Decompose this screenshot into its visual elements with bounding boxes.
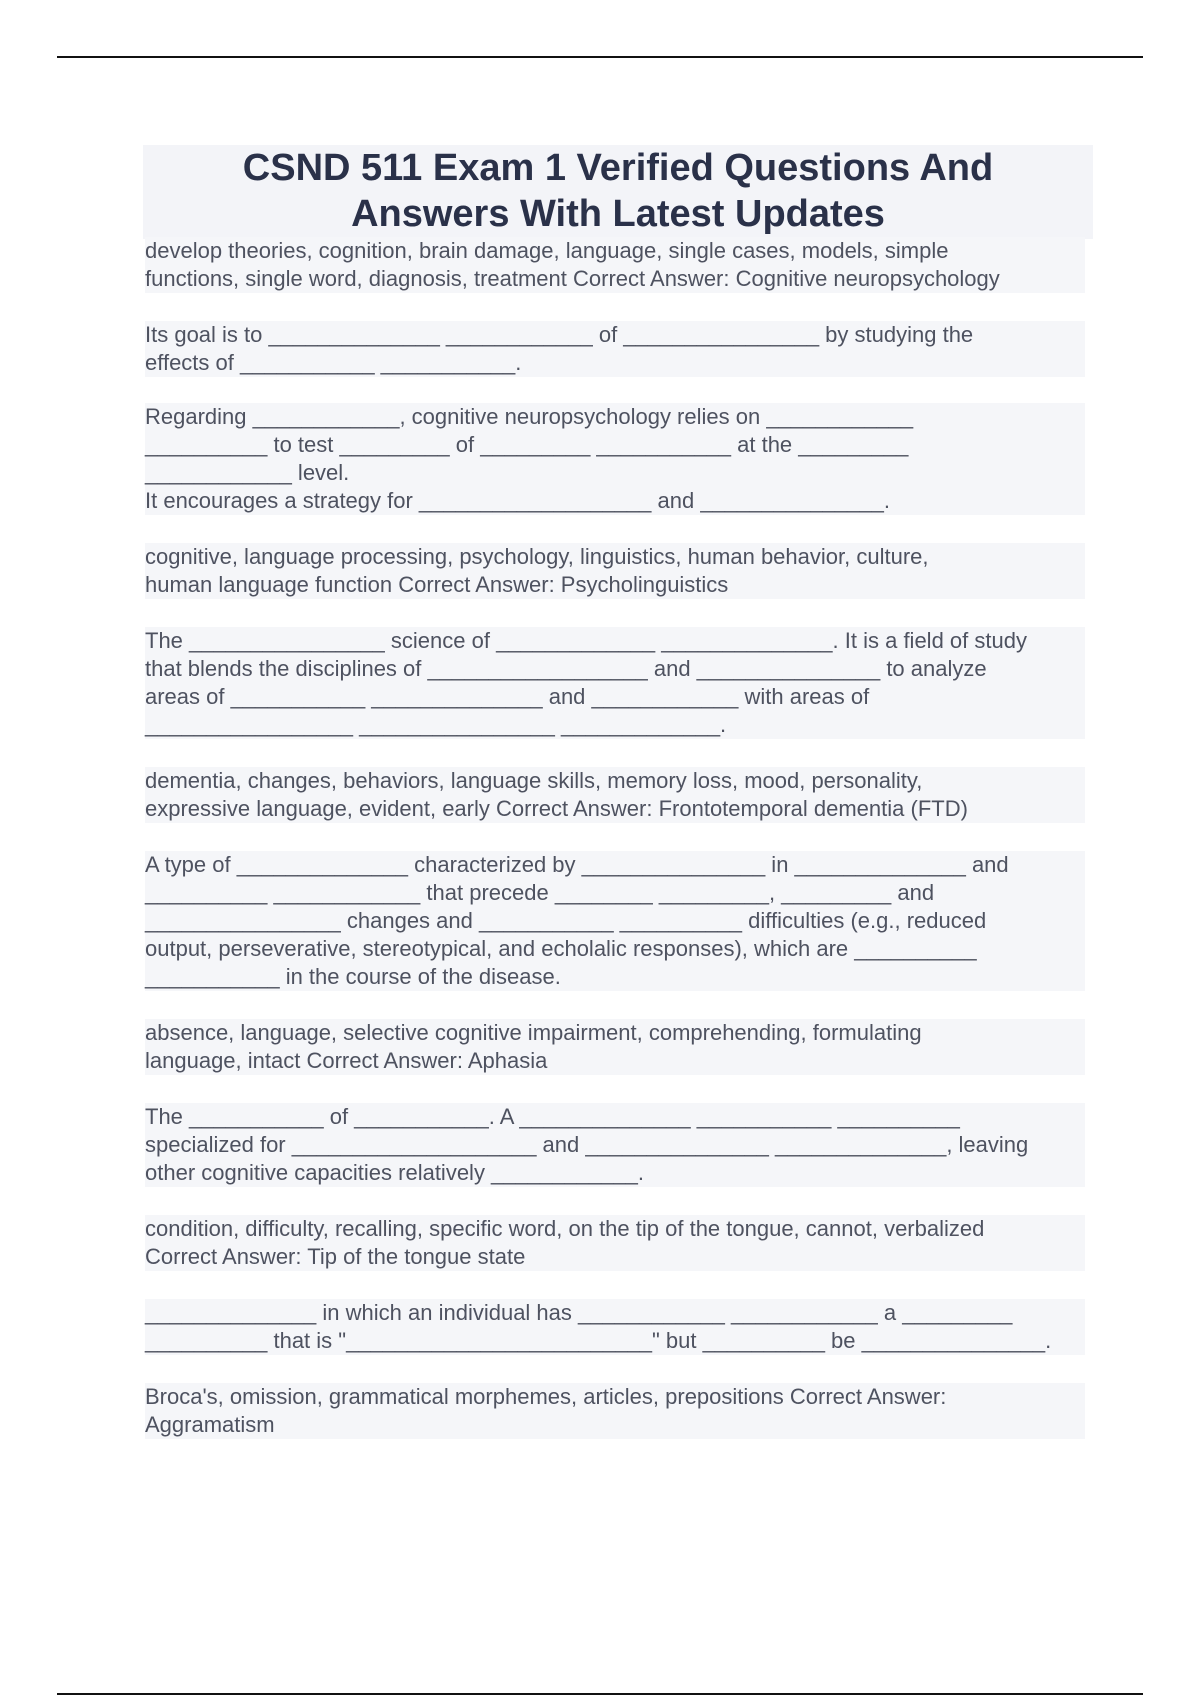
question-paragraph: ______________ in which an individual has ____________ ____________ a _________ __________ that is "_________________________" but __________ be _______________. xyxy=(145,1299,1085,1355)
footer-rule xyxy=(57,1693,1143,1695)
question-paragraph: A type of ______________ characterized by _______________ in ______________ and __________ ____________ that precede ________ _________, _________ and ________________ changes and ___________ __________ difficulties (e.g., reduced output, perseverative, stereotypical, and echolalic responses), which are __________ ___________ in the course of the disease. xyxy=(145,851,1085,991)
document-body xyxy=(145,237,1085,1439)
answer-paragraph: dementia, changes, behaviors, language skills, memory loss, mood, personality, expressive language, evident, early Correct Answer: Frontotemporal dementia (FTD) xyxy=(145,767,1085,823)
document-title xyxy=(143,145,1093,237)
question-paragraph: The ________________ science of _____________ ______________. It is a field of study that blends the disciplines of __________________ and _______________ to analyze areas of ___________ ______________ and ____________ with areas of _________________ ________________ _____________. xyxy=(145,627,1085,739)
question-paragraph: Its goal is to ______________ ____________ of ________________ by studying the effects of ___________ ___________. xyxy=(145,321,1085,377)
question-paragraph: The ___________ of ___________. A ______________ ___________ __________ specialized for ____________________ and _______________ ______________, leaving other cognitive capacities relatively ____________. xyxy=(145,1103,1085,1187)
answer-paragraph: develop theories, cognition, brain damage, language, single cases, models, simple functions, single word, diagnosis, treatment Correct Answer: Cognitive neuropsychology xyxy=(145,237,1085,293)
answer-paragraph: Broca's, omission, grammatical morphemes, articles, prepositions Correct Answer: Aggramatism xyxy=(145,1383,1085,1439)
answer-paragraph: condition, difficulty, recalling, specific word, on the tip of the tongue, cannot, verbalized Correct Answer: Tip of the tongue state xyxy=(145,1215,1085,1271)
title-block xyxy=(143,145,1093,239)
question-paragraph: Regarding ____________, cognitive neuropsychology relies on ____________ __________ to test _________ of _________ ___________ at the _________ ____________ level. It encourages a strategy for ___________________ and _______________. xyxy=(145,403,1085,515)
title-line-1: CSND 511 Exam 1 Verified Questions And xyxy=(242,147,994,189)
answer-paragraph: cognitive, language processing, psychology, linguistics, human behavior, culture, human language function Correct Answer: Psycholinguistics xyxy=(145,543,1085,599)
header-rule xyxy=(57,56,1143,58)
title-line-2: Answers With Latest Updates xyxy=(351,193,885,235)
answer-paragraph: absence, language, selective cognitive impairment, comprehending, formulating language, intact Correct Answer: Aphasia xyxy=(145,1019,1085,1075)
